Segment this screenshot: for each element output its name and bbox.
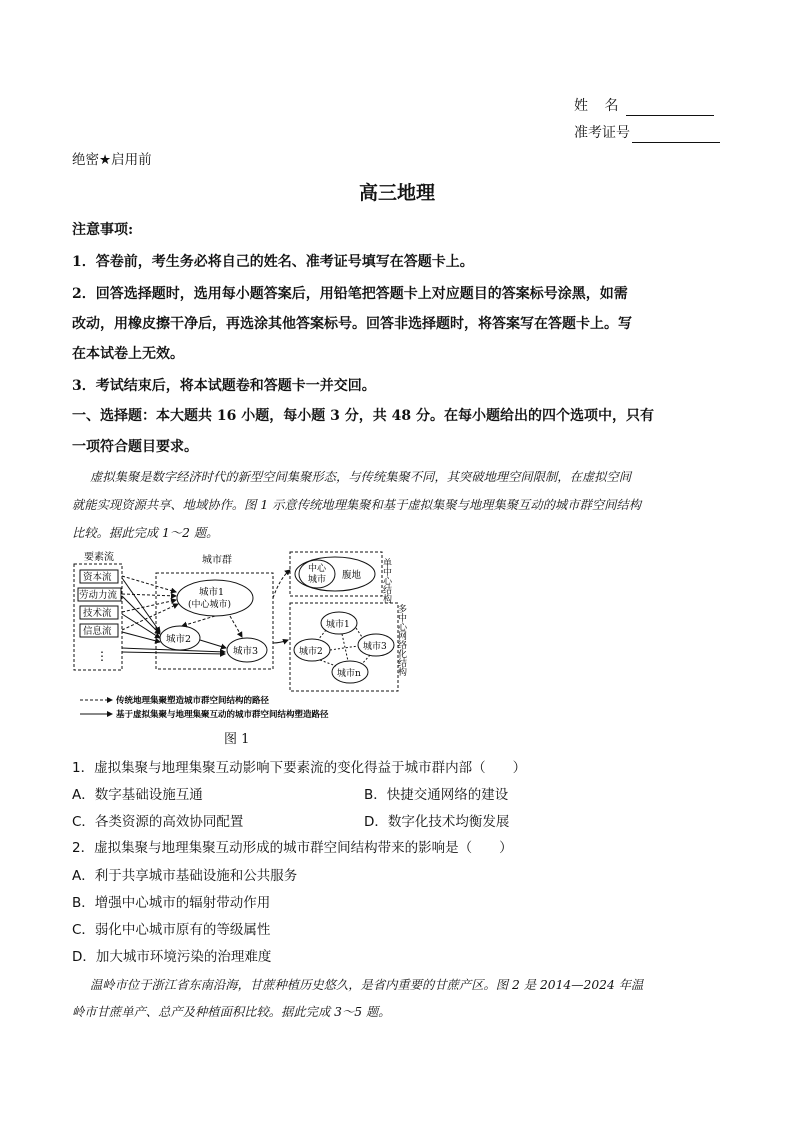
- figure-1-diagram: [70, 548, 430, 724]
- question-2-option-c: C．弱化中心城市原有的等级属性: [72, 922, 271, 938]
- exam-id-label: 准考证号: [574, 125, 630, 141]
- center-city-label: 城市: [308, 575, 327, 585]
- hinterland-label: 腹地: [342, 570, 362, 581]
- net-city3-label: 城市3: [363, 642, 387, 652]
- net-city1-label: 城市1: [326, 620, 350, 630]
- question-1-option-d: D．数字化技术均衡发展: [364, 814, 510, 830]
- page-title: 高三地理: [358, 182, 435, 204]
- legend-dashed-label: 传统地理集聚塑造城市群空间结构的路径: [116, 696, 270, 706]
- city1-sub: (中心城市): [188, 600, 232, 610]
- city1-ellipse: [177, 580, 253, 616]
- question-1-option-b: B．快捷交通网络的建设: [364, 787, 509, 803]
- question-1-stem: 1．虚拟集聚与地理集聚互动影响下要素流的变化得益于城市群内部（ ）: [72, 760, 527, 776]
- notice-heading: 注意事项:: [72, 222, 134, 238]
- notice-item: 2．回答选择题时，选用每小题答案后，用铅笔把答题卡上对应题目的答案标号涂黑，如需: [72, 286, 628, 302]
- question-1-option-a: A．数字基础设施互通: [72, 787, 203, 803]
- city2-label: 城市2: [166, 634, 192, 645]
- name-blank: [626, 101, 714, 116]
- name-label: 姓 名: [574, 98, 625, 114]
- exam-id-blank: [632, 128, 720, 143]
- section-heading-cont: 一项符合题目要求。: [72, 439, 198, 455]
- passage-line: 温岭市位于浙江省东南沿海，甘蔗种植历史悠久，是省内重要的甘蔗产区。图 2 是 2014—2024 年温: [90, 978, 644, 992]
- flow-tech: 技术流: [83, 608, 112, 619]
- flows-title: 要素流: [84, 552, 114, 563]
- notice-item: 3．考试结束后，将本试题卷和答题卡一并交回。: [72, 378, 376, 394]
- cluster-title: 城市群: [202, 555, 232, 566]
- question-2-stem: 2．虚拟集聚与地理集聚互动形成的城市群空间结构带来的影响是（ ）: [72, 840, 513, 856]
- legend-solid-label: 基于虚拟集聚与地理集聚互动的城市群空间结构塑造路径: [116, 710, 329, 720]
- notice-item: 在本试卷上无效。: [72, 346, 184, 362]
- city1-label: 城市1: [199, 587, 225, 598]
- city3-label: 城市3: [233, 646, 259, 657]
- flow-capital: 资本流: [83, 572, 112, 583]
- flows-ellipsis: ⋮: [96, 649, 108, 663]
- question-1-option-c: C．各类资源的高效协同配置: [72, 814, 244, 830]
- exam-id-field: [574, 123, 720, 143]
- single-center-label: 单中心结构: [381, 558, 391, 603]
- flow-info: 信息流: [83, 626, 112, 637]
- question-2-option-b: B．增强中心城市的辐射带动作用: [72, 895, 271, 911]
- passage-line: 虚拟集聚是数字经济时代的新型空间集聚形态，与传统集聚不同，其突破地理空间限制，在虚拟空间: [90, 470, 632, 484]
- name-field: [574, 96, 714, 116]
- section-heading: 一、选择题：本大题共 16 小题，每小题 3 分，共 48 分。在每小题给出的四个选项中，只有: [72, 408, 654, 424]
- multi-center-label: 多中心网络化结构: [396, 604, 406, 676]
- passage-line: 岭市甘蔗单产、总产及种植面积比较。据此完成 3～5 题。: [72, 1005, 391, 1019]
- figure-1-caption: 图 1: [224, 732, 250, 747]
- net-city2-label: 城市2: [299, 647, 323, 657]
- question-2-option-a: A．利于共享城市基础设施和公共服务: [72, 868, 298, 884]
- flow-labor: 劳动力流: [79, 590, 118, 601]
- net-cityn-label: 城市n: [337, 669, 361, 679]
- passage-line: 比较。据此完成 1～2 题。: [72, 526, 219, 540]
- notice-item: 改动，用橡皮擦干净后，再选涂其他答案标号。回答非选择题时，将答案写在答题卡上。写: [72, 316, 632, 332]
- center-city-label: 中心: [308, 564, 327, 574]
- passage-line: 就能实现资源共享、地域协作。图 1 示意传统地理集聚和基于虚拟集聚与地理集聚互动的城市群空间结构: [72, 498, 642, 512]
- question-2-option-d: D．加大城市环境污染的治理难度: [72, 949, 272, 965]
- notice-item: 1．答卷前，考生务必将自己的姓名、准考证号填写在答题卡上。: [72, 254, 474, 270]
- secret-mark: 绝密★启用前: [72, 152, 152, 168]
